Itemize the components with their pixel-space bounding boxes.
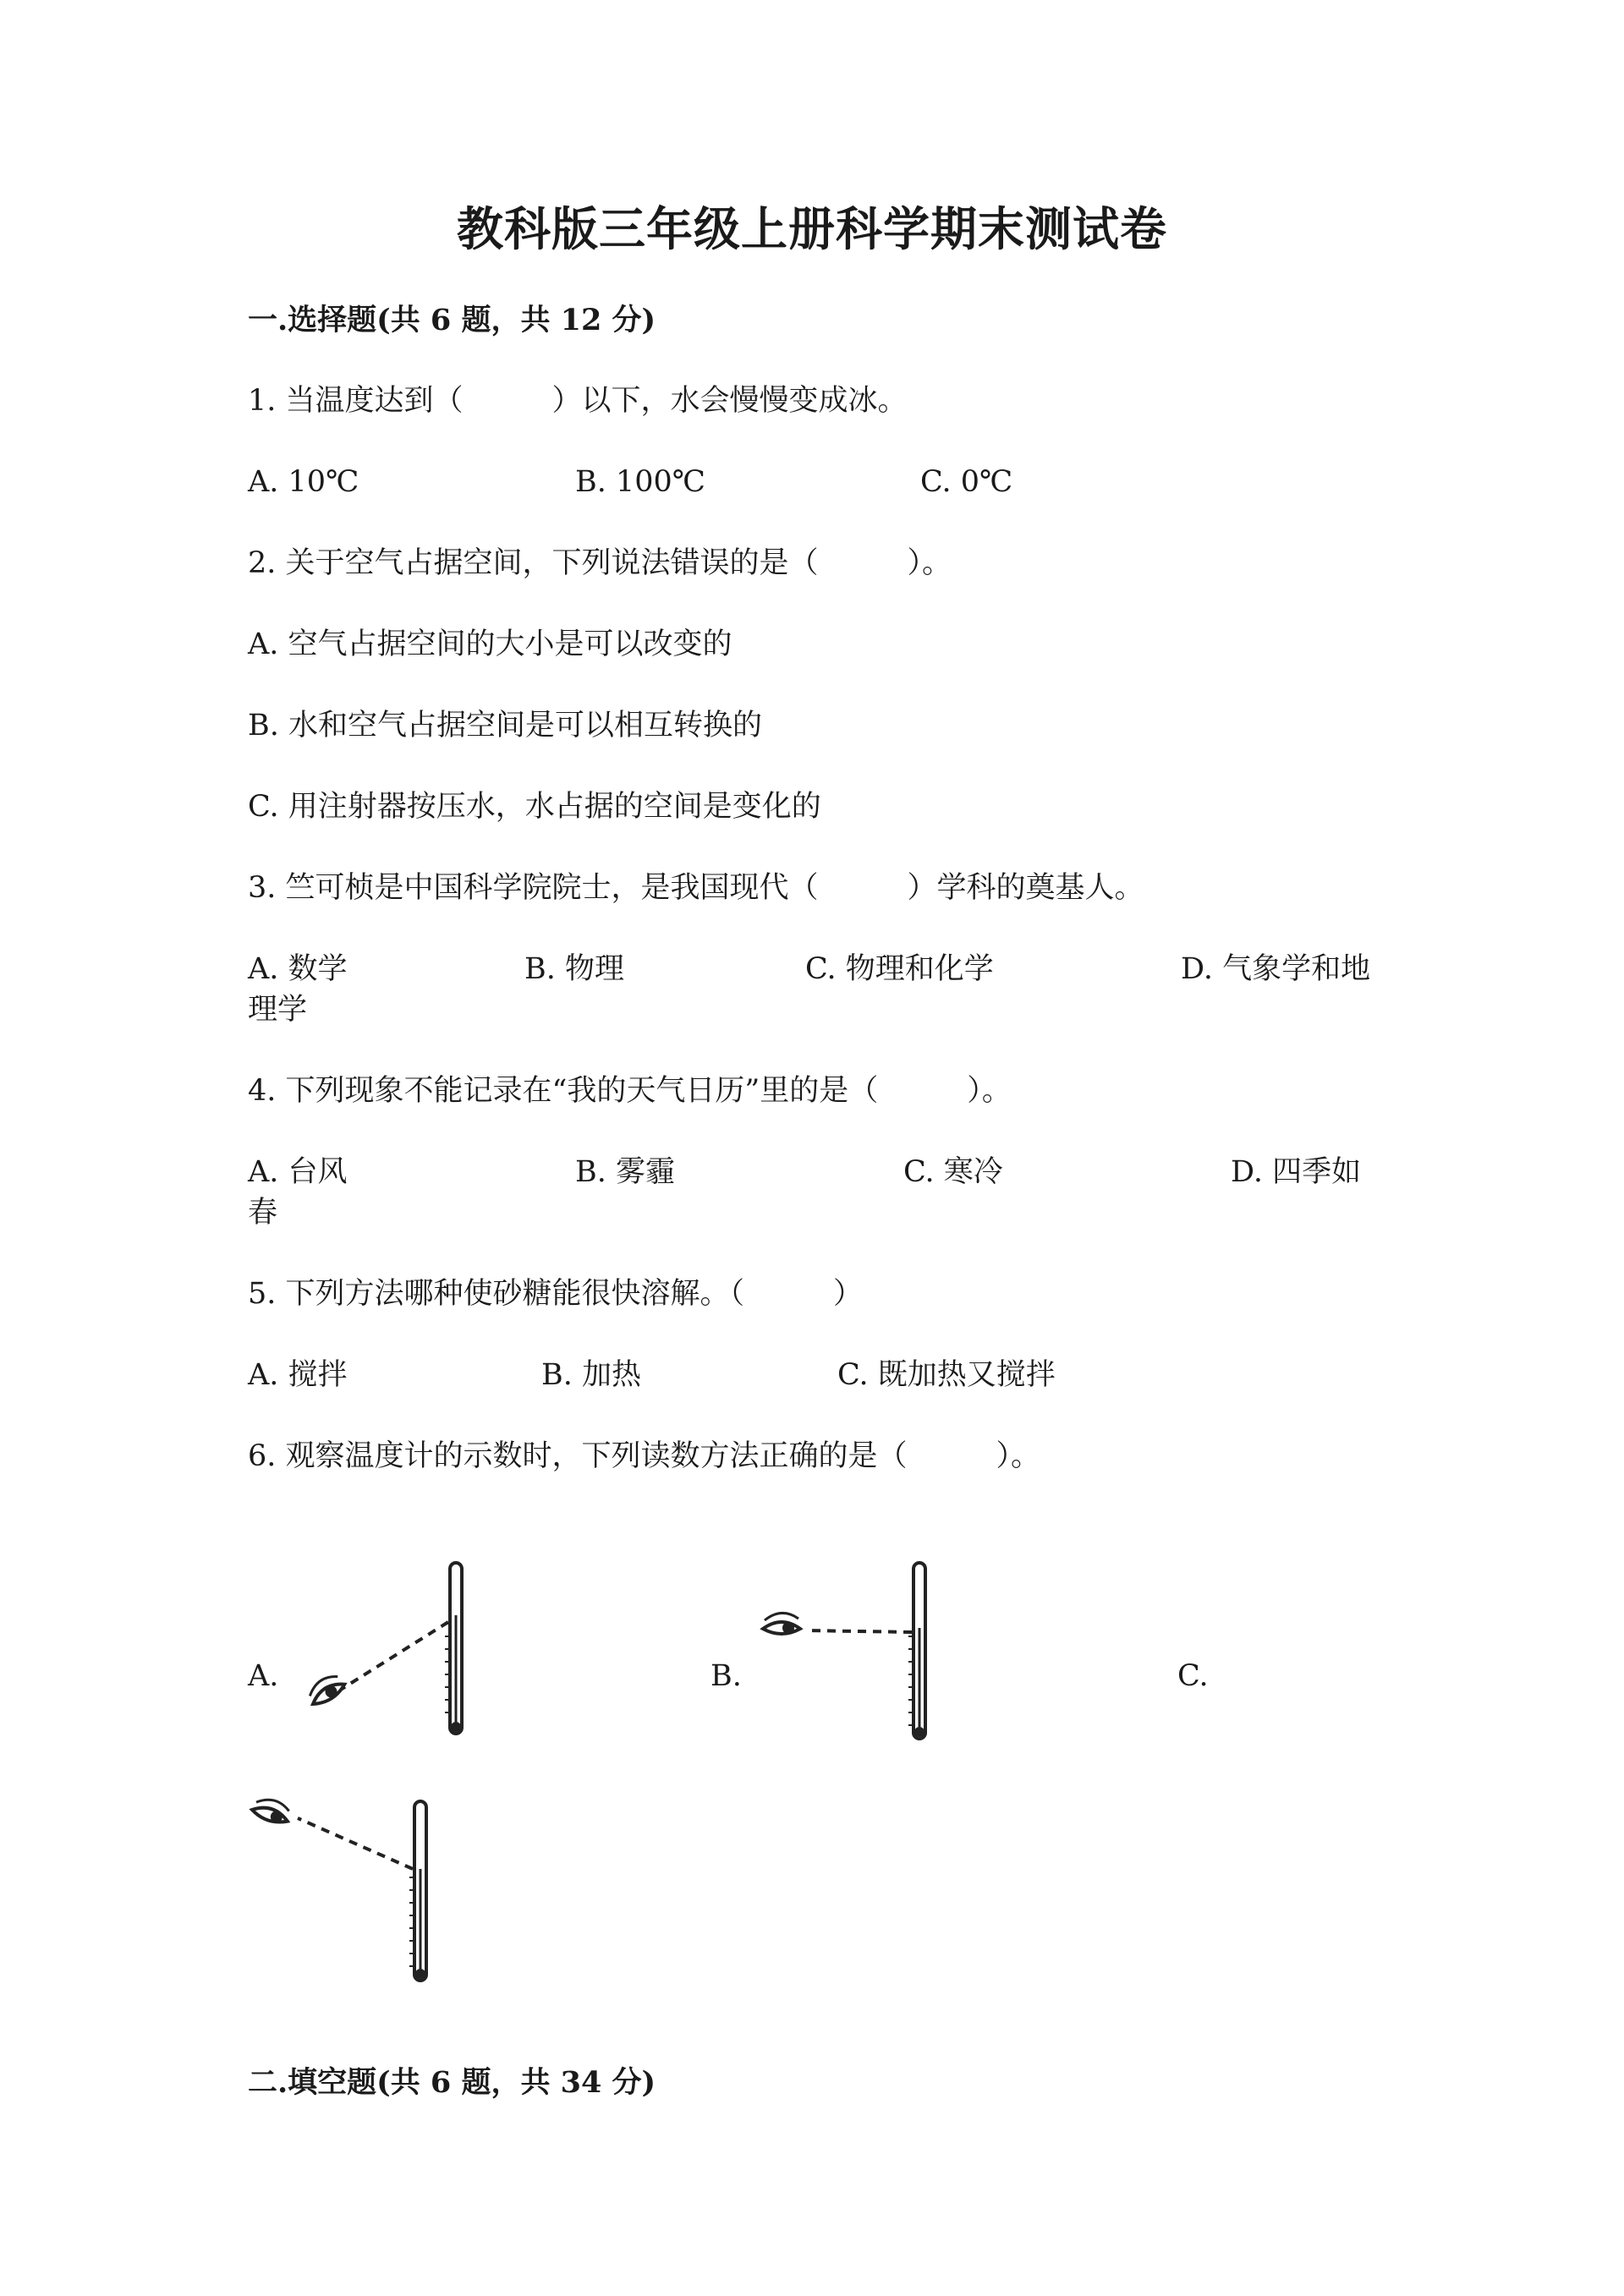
question-1-stem: 1. 当温度达到（ ）以下，水会慢慢变成冰。: [248, 384, 908, 418]
question-4-stem: 4. 下列现象不能记录在“我的天气日历”里的是（ ）。: [248, 1074, 1012, 1108]
question-4-option-a[interactable]: A. 台风: [248, 1155, 348, 1189]
thermometer-icon: [908, 1563, 925, 1739]
question-1-option-b[interactable]: B. 100℃: [575, 465, 705, 499]
thermometer-figure-b: [744, 1556, 964, 1742]
question-6-option-b[interactable]: B.: [710, 1659, 742, 1693]
sight-line: [805, 1630, 912, 1632]
question-6-stem: 6. 观察温度计的示数时，下列读数方法正确的是（ ）。: [248, 1439, 1041, 1473]
question-3-stem: 3. 竺可桢是中国科学院院士，是我国现代（ ）学科的奠基人。: [248, 871, 1144, 905]
question-6-option-c[interactable]: C.: [1177, 1659, 1209, 1693]
question-3-option-b[interactable]: B. 物理: [524, 952, 624, 986]
question-3-option-d-wrap: 理学: [248, 993, 308, 1027]
question-1-option-a[interactable]: A. 10℃: [248, 465, 359, 499]
question-1-option-c[interactable]: C. 0℃: [920, 465, 1013, 499]
question-5-option-c[interactable]: C. 既加热又搅拌: [837, 1358, 1056, 1392]
question-4-option-d[interactable]: D. 四季如: [1231, 1155, 1362, 1189]
question-2-option-a[interactable]: A. 空气占据空间的大小是可以改变的: [248, 627, 732, 661]
question-2-option-c[interactable]: C. 用注射器按压水，水占据的空间是变化的: [248, 790, 821, 824]
question-6-option-a[interactable]: A.: [248, 1659, 279, 1693]
eye-icon: [250, 1795, 292, 1826]
question-4-option-d-wrap: 春: [248, 1196, 278, 1230]
eye-icon: [763, 1613, 800, 1634]
thermometer-figure-a: [288, 1556, 524, 1742]
question-5-option-a[interactable]: A. 搅拌: [248, 1358, 348, 1392]
question-3-option-d[interactable]: D. 气象学和地: [1181, 952, 1371, 986]
question-5-option-b[interactable]: B. 加热: [541, 1358, 641, 1392]
question-2-stem: 2. 关于空气占据空间，下列说法错误的是（ ）。: [248, 546, 952, 580]
question-3-option-c[interactable]: C. 物理和化学: [805, 952, 994, 986]
section-heading-choice: 一.选择题(共 6 题，共 12 分): [248, 303, 656, 337]
sight-line: [298, 1818, 413, 1869]
sight-line: [330, 1622, 448, 1696]
thermometer-icon: [445, 1563, 462, 1734]
eye-icon: [304, 1671, 347, 1708]
question-5-stem: 5. 下列方法哪种使砂糖能很快溶解。（ ）: [248, 1277, 864, 1311]
question-3-option-a[interactable]: A. 数学: [248, 952, 348, 986]
page-title: 教科版三年级上册科学期末测试卷: [456, 201, 1167, 256]
question-4-option-b[interactable]: B. 雾霾: [575, 1155, 675, 1189]
question-4-option-c[interactable]: C. 寒冷: [903, 1155, 1003, 1189]
thermometer-figure-c: [245, 1784, 465, 1987]
question-2-option-b[interactable]: B. 水和空气占据空间是可以相互转换的: [248, 709, 762, 743]
section-heading-fill-blank: 二.填空题(共 6 题，共 34 分): [248, 2065, 656, 2100]
thermometer-icon: [409, 1801, 426, 1981]
